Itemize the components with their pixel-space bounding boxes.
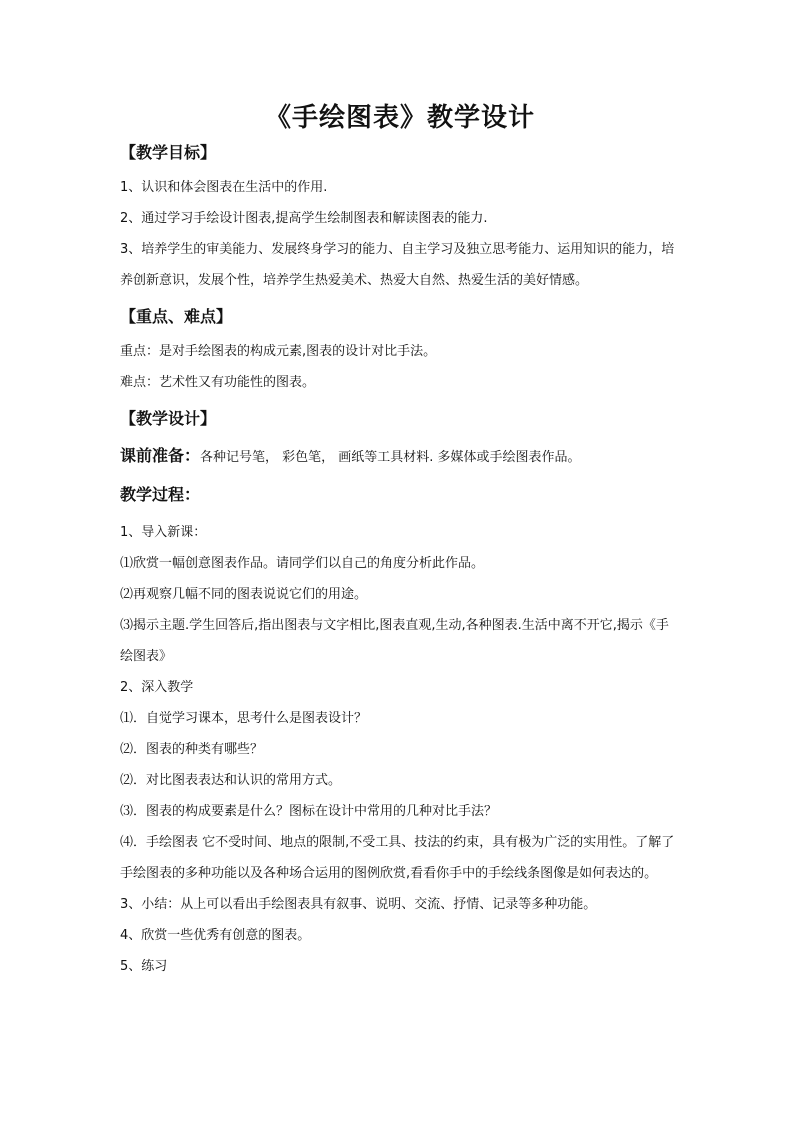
preparation-text: 各种记号笔， 彩色笔， 画纸等工具材料. 多媒体或手绘图表作品。	[200, 450, 581, 465]
document-title: 《手绘图表》教学设计	[264, 103, 535, 133]
document-content	[120, 98, 680, 982]
process-step-5: 2、深入教学	[120, 680, 194, 695]
key-points-heading: 【重点、难点】	[120, 307, 233, 326]
objective-item-1: 1、认识和体会图表在生活中的作用.	[120, 180, 328, 195]
process-step-6: ⑴．自觉学习课本，思考什么是图表设计？	[120, 711, 368, 726]
objectives-heading: 【教学目标】	[120, 143, 217, 162]
process-step-7: ⑵．图表的种类有哪些？	[120, 742, 264, 757]
process-step-12: 4、欣赏一些优秀有创意的图表。	[120, 928, 311, 943]
process-step-2: ⑴欣赏一幅创意图表作品。请同学们以自己的角度分析此作品。	[120, 556, 485, 571]
process-step-8: ⑵．对比图表表达和认识的常用方式。	[120, 773, 342, 788]
process-step-1: 1、导入新课：	[120, 525, 207, 540]
process-step-13: 5、练习	[120, 959, 168, 974]
process-heading: 教学过程：	[120, 485, 201, 504]
preparation-label: 课前准备：	[120, 446, 201, 465]
process-step-11: 3、小结：从上可以看出手绘图表具有叙事、说明、交流、抒情、记录等多种功能。	[120, 897, 597, 912]
difficulty-text: 难点：艺术性又有功能性的图表。	[120, 375, 316, 390]
process-step-3: ⑵再观察几幅不同的图表说说它们的用途。	[120, 587, 368, 602]
process-step-9: ⑶．图表的构成要素是什么？图标在设计中常用的几种对比手法？	[120, 804, 498, 819]
process-step-10: ⑷．手绘图表 它不受时间、地点的限制,不受工具、技法的约束，具有极为广泛的实用性。了解了手绘图表的多种功能以及各种场合运用的图例欣赏,看看你手中的手绘线条图像是如何表达的。	[120, 835, 675, 881]
objective-item-3: 3、培养学生的审美能力、发展终身学习的能力、自主学习及独立思考能力、运用知识的能力，培养创新意识，发展个性，培养学生热爱美术、热爱大自然、热爱生活的美好情感。	[120, 242, 675, 288]
design-heading: 【教学设计】	[120, 409, 217, 428]
preparation-line	[120, 440, 680, 473]
key-point-text: 重点：是对手绘图表的构成元素,图表的设计对比手法。	[120, 344, 437, 359]
process-step-4: ⑶揭示主题.学生回答后,指出图表与文字相比,图表直观,生动,各种图表.生活中离不开它,揭示《手绘图表》	[120, 618, 669, 664]
objective-item-2: 2、通过学习手绘设计图表,提高学生绘制图表和解读图表的能力.	[120, 211, 488, 226]
